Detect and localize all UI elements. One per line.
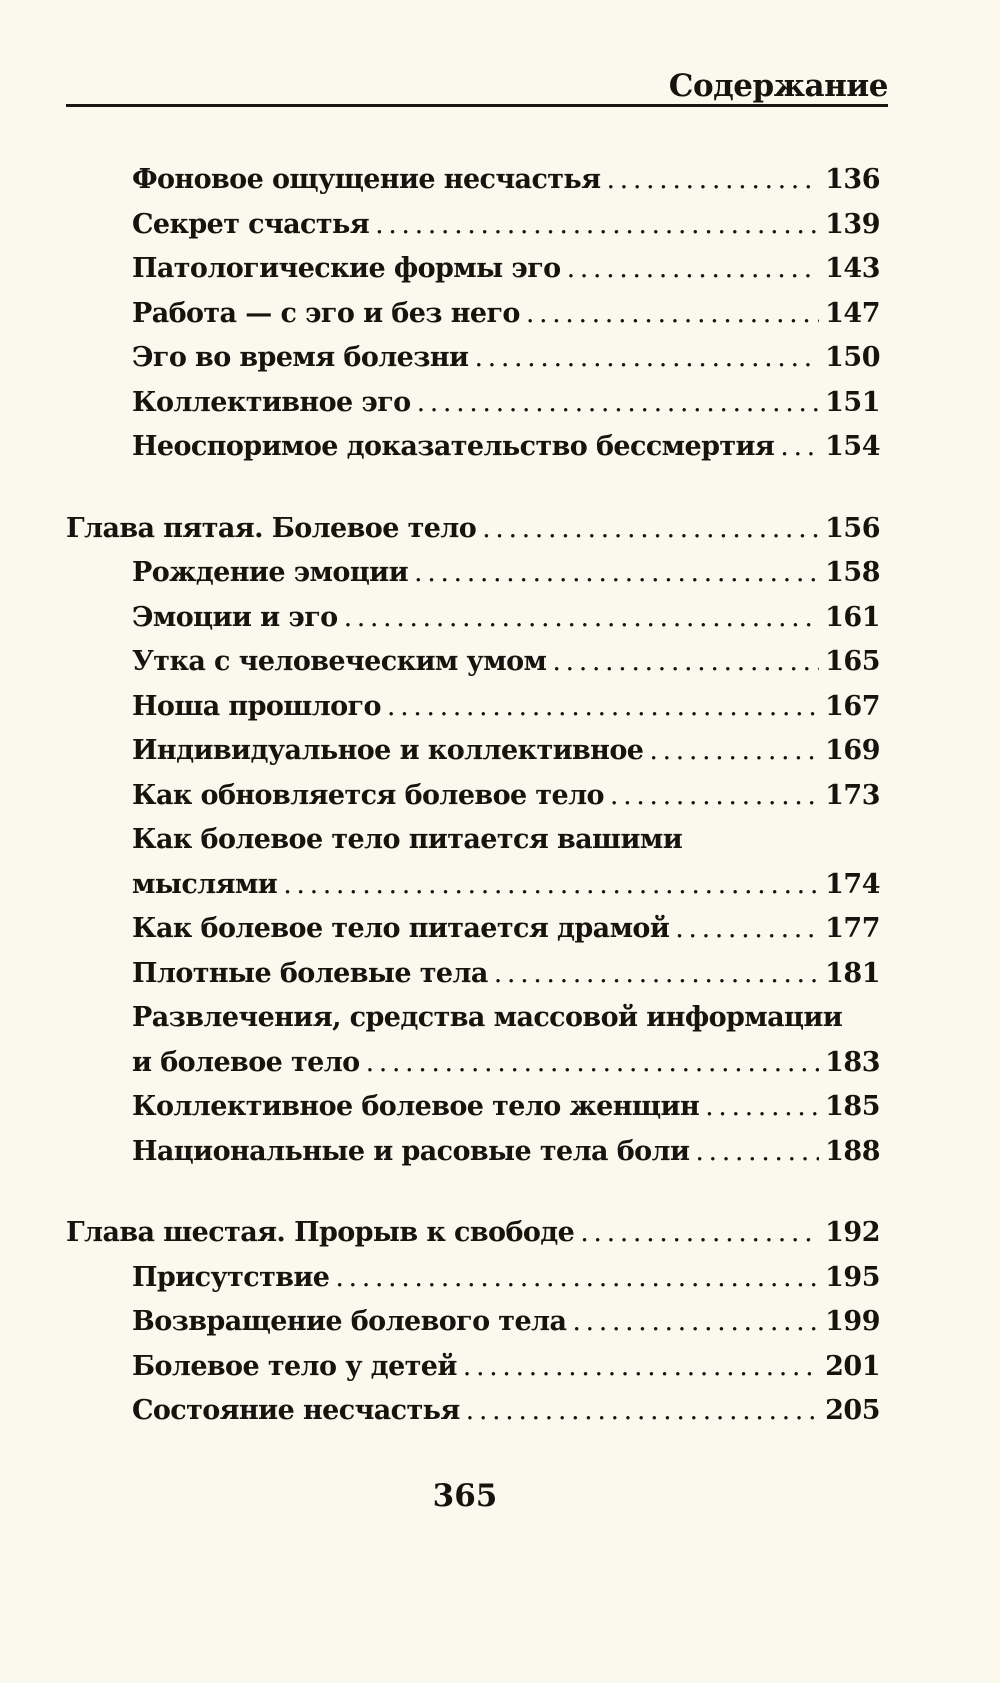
page-ref: 167 [825, 690, 880, 722]
dot-leader [375, 203, 819, 248]
entry-title-line1: Как болевое тело питается вашими [132, 824, 683, 855]
page-ref: 181 [825, 957, 880, 989]
page-ref: 188 [825, 1135, 880, 1167]
section-gap [0, 470, 1000, 507]
page-ref: 150 [825, 342, 880, 373]
dot-leader [366, 1041, 820, 1086]
toc-entry-row[interactable] [0, 336, 1000, 381]
dot-leader [610, 774, 819, 819]
dot-leader [580, 1211, 819, 1256]
page-ref: 185 [825, 1091, 880, 1122]
dot-leader [552, 640, 819, 685]
chapter-title [66, 507, 476, 552]
entry-title: Возвращение болевого тела [132, 1306, 567, 1337]
entry-title: Индивидуальное и коллективное [132, 735, 644, 766]
dot-leader [572, 1300, 819, 1345]
chapter-name: Прорыв к свободе [294, 1217, 575, 1248]
page-ref: 169 [825, 735, 880, 766]
page-number: 365 [432, 1478, 498, 1514]
entry-title: Фоновое ощущение несчастья [132, 164, 601, 195]
dot-leader [607, 158, 820, 203]
header-rule [66, 104, 888, 107]
page-ref: 199 [825, 1306, 880, 1337]
page-ref: 151 [825, 386, 880, 418]
dot-leader [417, 381, 820, 426]
entry-title-line1: Развлечения, средства массовой информации [132, 1002, 843, 1033]
entry-title: Утка с человеческим умом [132, 646, 547, 677]
toc-chapter-row[interactable] [0, 1211, 1000, 1256]
dot-leader [474, 336, 819, 381]
entry-title: Ноша прошлого [132, 690, 381, 722]
page-ref: 173 [825, 779, 880, 811]
page-ref: 161 [825, 601, 880, 633]
entry-title: Коллективное эго [132, 386, 411, 418]
entry-title: Как болевое тело питается драмой [132, 913, 670, 944]
section-gap [0, 1174, 1000, 1211]
page-ref: 174 [825, 868, 880, 900]
toc-entry-row-continued[interactable] [0, 818, 1000, 863]
toc-entry-row[interactable] [0, 1256, 1000, 1301]
chapter-label: Глава пятая. [66, 512, 263, 544]
dot-leader [705, 1085, 819, 1130]
toc-entry-row[interactable] [0, 685, 1000, 730]
chapter-title [66, 1211, 574, 1256]
page-ref: 156 [825, 512, 880, 544]
page-ref: 195 [825, 1261, 880, 1293]
page-ref: 192 [825, 1217, 880, 1248]
toc-entry-row[interactable] [0, 774, 1000, 819]
dot-leader [344, 596, 820, 641]
page-ref: 165 [825, 646, 880, 677]
toc-entry-row[interactable] [0, 292, 1000, 337]
entry-title: Эго во время болезни [132, 342, 469, 373]
dot-leader [526, 292, 819, 337]
page-ref: 139 [825, 208, 880, 240]
running-head: Содержание [668, 68, 888, 104]
page-ref: 136 [825, 164, 880, 195]
toc-chapter-row[interactable] [0, 507, 1000, 552]
toc-entry-row[interactable] [0, 551, 1000, 596]
page-ref: 201 [825, 1350, 880, 1382]
dot-leader [482, 507, 819, 552]
toc-entry-row[interactable] [0, 907, 1000, 952]
toc-entry-row[interactable] [0, 1300, 1000, 1345]
entry-title: Присутствие [132, 1261, 330, 1293]
toc-entry-row[interactable] [0, 1389, 1000, 1434]
entry-title: Национальные и расовые тела боли [132, 1135, 690, 1167]
entry-title: Как обновляется болевое тело [132, 779, 604, 811]
page-ref: 154 [825, 431, 880, 462]
toc-entry-row[interactable] [0, 247, 1000, 292]
dot-leader [695, 1130, 819, 1175]
toc-entry-row[interactable] [0, 425, 1000, 470]
toc-entry-row[interactable] [0, 203, 1000, 248]
page-ref: 183 [825, 1046, 880, 1078]
entry-title: Неоспоримое доказательство бессмертия [132, 431, 775, 462]
toc-entry-row[interactable] [0, 596, 1000, 641]
entry-title: и болевое тело [132, 1046, 360, 1078]
entry-title: Состояние несчастья [132, 1395, 460, 1426]
dot-leader [463, 1345, 819, 1390]
toc-entry-row[interactable] [0, 381, 1000, 426]
entry-title: Секрет счастья [132, 208, 370, 240]
entry-title: мыслями [132, 868, 278, 900]
entry-title: Болевое тело у детей [132, 1350, 457, 1382]
dot-leader [414, 551, 819, 596]
toc-entry-row[interactable] [0, 1345, 1000, 1390]
entry-title: Коллективное болевое тело женщин [132, 1091, 700, 1122]
page-ref: 158 [825, 557, 880, 588]
page-ref: 177 [825, 913, 880, 944]
toc-entry-row[interactable] [0, 729, 1000, 774]
toc-entry-row-continued[interactable] [0, 996, 1000, 1041]
dot-leader [675, 907, 819, 952]
dot-leader [466, 1389, 819, 1434]
toc-entry-row[interactable] [0, 158, 1000, 203]
dot-leader [649, 729, 819, 774]
table-of-contents [0, 158, 1000, 1434]
toc-entry-row[interactable] [0, 952, 1000, 997]
toc-entry-row[interactable] [0, 863, 1000, 908]
entry-title: Рождение эмоции [132, 557, 409, 588]
dot-leader [780, 425, 819, 470]
toc-entry-row[interactable] [0, 640, 1000, 685]
dot-leader [387, 685, 819, 730]
chapter-label: Глава шестая. [66, 1217, 286, 1248]
dot-leader [283, 863, 819, 908]
entry-title: Патологические формы эго [132, 253, 561, 284]
page-ref: 205 [825, 1395, 880, 1426]
page-ref: 143 [825, 253, 880, 284]
entry-title: Работа — с эго и без него [132, 297, 520, 329]
entry-title: Эмоции и эго [132, 601, 338, 633]
dot-leader [567, 247, 820, 292]
page-ref: 147 [825, 297, 880, 329]
dot-leader [494, 952, 819, 997]
entry-title: Плотные болевые тела [132, 957, 488, 989]
toc-entry-row[interactable] [0, 1130, 1000, 1175]
toc-entry-row[interactable] [0, 1041, 1000, 1086]
chapter-name: Болевое тело [271, 512, 477, 544]
dot-leader [335, 1256, 819, 1301]
toc-entry-row[interactable] [0, 1085, 1000, 1130]
